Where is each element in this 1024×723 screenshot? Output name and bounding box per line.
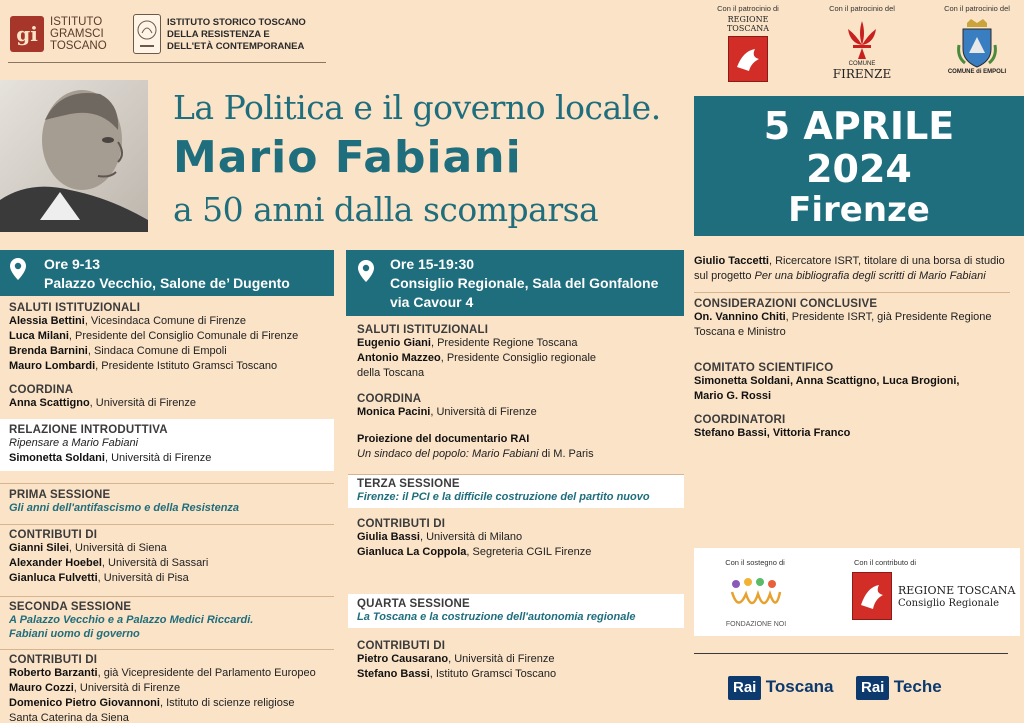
morning-time: Ore 9-13	[44, 256, 101, 272]
contributi-2	[0, 650, 334, 723]
list-item: Gianluca Fulvetti, Università di Pisa	[9, 572, 189, 584]
afternoon-place1: Consiglio Regionale, Sala del Gonfalone	[390, 275, 659, 291]
list-item: Alexander Hoebel, Università di Sassari	[9, 557, 209, 569]
location-pin-icon	[358, 260, 374, 282]
coordina-label: COORDINA	[9, 384, 74, 396]
coordina-section	[348, 385, 684, 424]
saluti-section	[348, 318, 684, 385]
patronage-comune-empoli	[930, 4, 1024, 88]
coordina-section	[0, 378, 334, 415]
list-item: Brenda Barnini, Sindaca Comune di Empoli	[9, 345, 227, 357]
gramsci-line2: GRAMSCI	[50, 28, 104, 40]
patronage-name1: COMUNE	[848, 61, 876, 67]
gramsci-line3: TOSCANO	[50, 40, 107, 52]
patronage-name1: REGIONE	[727, 15, 769, 24]
date-day: 5 APRILE	[763, 104, 955, 148]
afternoon-header	[346, 250, 684, 316]
regione-consiglio-logo	[852, 572, 1016, 622]
contributi-label: CONTRIBUTI DI	[357, 640, 446, 652]
coordina-label: COORDINA	[357, 393, 422, 405]
rai-teche-logo	[856, 676, 942, 704]
list-item: Antonio Mazzeo, Presidente Consiglio regionale	[357, 352, 597, 364]
conclusioni-line2: Toscana e Ministro	[694, 326, 786, 338]
patronage-name2: TOSCANA	[726, 24, 770, 33]
list-item: Mauro Cozzi, Università di Firenze	[9, 682, 181, 694]
contributi-label: CONTRIBUTI DI	[357, 518, 446, 530]
prima-title: Gli anni dell'antifascismo e della Resistenza	[9, 502, 240, 514]
quarta-title: La Toscana e la costruzione dell'autonomia regionale	[357, 611, 636, 623]
regione-text2: Consiglio Regionale	[898, 598, 1000, 609]
title-line1: La Politica e il governo locale.	[173, 88, 661, 127]
prima-label: PRIMA SESSIONE	[9, 489, 111, 501]
fondazione-noi-logo	[724, 572, 788, 632]
contributi-label: CONTRIBUTI DI	[9, 654, 98, 666]
date-box	[694, 96, 1024, 236]
list-item: Giulia Bassi, Università di Milano	[357, 531, 523, 543]
isrt-logo	[133, 14, 333, 60]
seconda-sessione	[0, 597, 334, 645]
date-year: 2024	[806, 147, 912, 191]
list-item: Pietro Causarano, Università di Firenze	[357, 653, 555, 665]
relazione-label: RELAZIONE INTRODUTTIVA	[9, 424, 168, 436]
list-item-tail: della Toscana	[357, 367, 425, 379]
seconda-title2: Fabiani uomo di governo	[9, 628, 140, 640]
gramsci-logo-mark: gi	[10, 16, 44, 52]
quarta-label: QUARTA SESSIONE	[357, 598, 470, 610]
sponsors-box	[694, 548, 1020, 636]
coordinatori-label: COORDINATORI	[694, 414, 786, 426]
saluti-section	[0, 296, 334, 378]
afternoon-place2: via Cavour 4	[390, 294, 474, 310]
taccetti-line1: Giulio Taccetti, Ricercatore ISRT, titolare di una borsa di studio	[694, 255, 1005, 267]
sostegno-caption: Con il sostegno di	[725, 558, 785, 567]
patronage-caption: Con il patrocinio del	[944, 4, 1010, 13]
list-item: Domenico Pietro Giovannoni, Istituto di scienze religiose	[9, 697, 295, 709]
seconda-label: SECONDA SESSIONE	[9, 601, 132, 613]
gramsci-line1: ISTITUTO	[50, 16, 103, 28]
list-item: Eugenio Giani, Presidente Regione Toscana	[357, 337, 578, 349]
gramsci-logo	[10, 14, 125, 56]
column-1	[0, 296, 334, 723]
pegasus-flag-icon	[852, 572, 892, 620]
title-line3: a 50 anni dalla scomparsa	[173, 190, 599, 229]
terza-sessione	[348, 475, 684, 508]
afternoon-time: Ore 15-19:30	[390, 256, 475, 272]
relazione-title: Ripensare a Mario Fabiani	[9, 437, 139, 449]
morning-header	[0, 250, 334, 296]
header-divider	[8, 62, 326, 63]
rai-toscana-text: Toscana	[765, 677, 834, 696]
isrt-line3: DELL'ETÀ CONTEMPORANEA	[167, 41, 305, 52]
proiezione-label: Proiezione del documentario RAI	[357, 433, 530, 445]
saluti-label: SALUTI ISTITUZIONALI	[9, 302, 141, 314]
regione-text1: REGIONE TOSCANA	[898, 584, 1016, 597]
patronage-comune-firenze	[816, 4, 908, 88]
conclusioni-line1: On. Vannino Chiti, Presidente ISRT, già Presidente Regione	[694, 311, 992, 323]
comitato-line2: Mario G. Rossi	[694, 390, 772, 402]
date-city: Firenze	[788, 190, 930, 230]
list-item: Monica Pacini, Università di Firenze	[357, 406, 537, 418]
terza-label: TERZA SESSIONE	[357, 478, 460, 490]
list-item: Stefano Bassi, Istituto Gramsci Toscano	[357, 668, 557, 680]
patronage-regione-toscana	[702, 4, 794, 88]
comitato-label: COMITATO SCIENTIFICO	[694, 362, 834, 374]
patronage-name2: FIRENZE	[832, 67, 892, 81]
contributi-4	[348, 628, 684, 686]
list-item: Mauro Lombardi, Presidente Istituto Gramsci Toscano	[9, 360, 278, 372]
location-pin-icon	[10, 258, 26, 280]
list-item: Gianluca La Coppola, Segreteria CGIL Firenze	[357, 546, 592, 558]
column-3	[694, 254, 1020, 441]
isrt-line1: ISTITUTO STORICO TOSCANO	[167, 17, 306, 28]
list-item: Gianni Silei, Università di Siena	[9, 542, 167, 554]
fondazione-noi-text: FONDAZIONE NOI	[725, 621, 787, 628]
rai-box: Rai	[728, 676, 761, 700]
list-item: Simonetta Soldani, Università di Firenze	[9, 452, 212, 464]
patronage-caption: Con il patrocinio di	[717, 4, 779, 13]
contributi-1	[0, 525, 334, 590]
empoli-crest-icon	[955, 17, 999, 69]
isrt-seal-icon	[133, 14, 161, 54]
terza-title: Firenze: il PCI e la difficile costruzione del partito nuovo	[357, 491, 650, 503]
list-item-tail: Santa Caterina da Siena	[9, 712, 129, 723]
column-2	[348, 318, 684, 686]
pegasus-flag-icon	[728, 36, 768, 82]
fondazione-noi-icon	[724, 572, 788, 616]
isrt-line2: DELLA RESISTENZA E	[167, 29, 270, 40]
morning-place: Palazzo Vecchio, Salone de’ Dugento	[44, 275, 290, 291]
coordinatori-line: Stefano Bassi, Vittoria Franco	[694, 427, 851, 439]
list-item: Roberto Barzanti, già Vicepresidente del Parlamento Europeo	[9, 667, 316, 679]
rai-toscana-logo	[728, 676, 834, 704]
quarta-sessione	[348, 594, 684, 628]
prima-sessione	[0, 484, 334, 519]
conclusioni-label: CONSIDERAZIONI CONCLUSIVE	[694, 298, 878, 310]
patronage-name1: COMUNE di EMPOLI	[947, 69, 1007, 75]
rai-box: Rai	[856, 676, 889, 700]
saluti-label: SALUTI ISTITUZIONALI	[357, 324, 489, 336]
proiezione-section	[348, 424, 684, 466]
giglio-icon	[842, 19, 882, 61]
rai-divider	[694, 653, 1008, 654]
list-item: Luca Milani, Presidente del Consiglio Comunale di Firenze	[9, 330, 299, 342]
list-item: Anna Scattigno, Università di Firenze	[9, 397, 197, 409]
proiezione-title: Un sindaco del popolo: Mario Fabiani di M. Paris	[357, 448, 594, 460]
contributo-caption: Con il contributo di	[853, 558, 917, 567]
seconda-title1: A Palazzo Vecchio e a Palazzo Medici Riccardi.	[9, 614, 254, 626]
relazione-section	[0, 419, 334, 471]
mario-fabiani-portrait	[0, 80, 148, 232]
patronage-caption: Con il patrocinio del	[829, 4, 895, 13]
title-line2: Mario Fabiani	[173, 132, 522, 183]
comitato-line1: Simonetta Soldani, Anna Scattigno, Luca Brogioni,	[694, 375, 960, 387]
contributi-3	[348, 508, 684, 564]
taccetti-line2: sul progetto Per una bibliografia degli scritti di Mario Fabiani	[694, 270, 986, 282]
list-item: Alessia Bettini, Vicesindaca Comune di Firenze	[9, 315, 247, 327]
rai-teche-text: Teche	[893, 677, 942, 696]
contributi-label: CONTRIBUTI DI	[9, 529, 98, 541]
